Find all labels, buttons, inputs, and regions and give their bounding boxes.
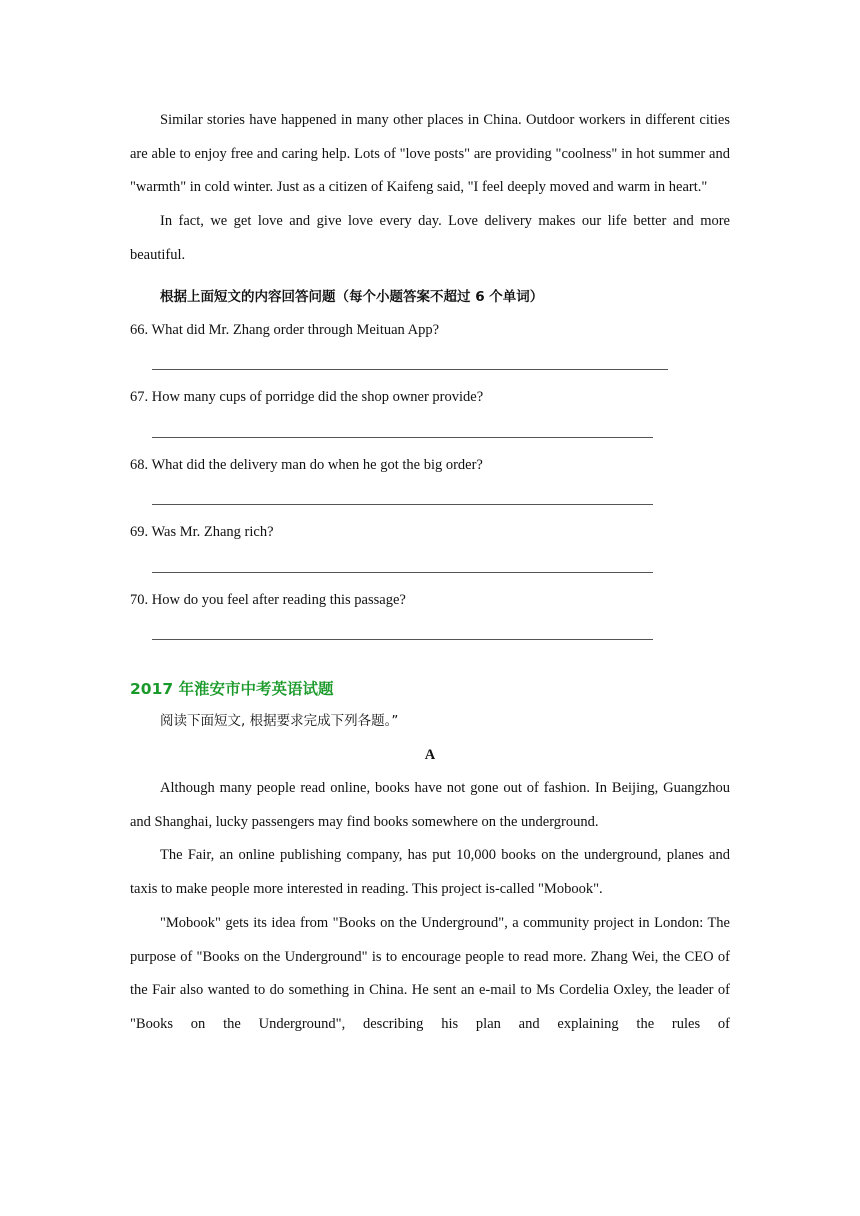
passage-a-paragraph: "Mobook" gets its idea from "Books on the Underground", a community project in London: The purpose of "Books on the Underground" is to encourage people to read more. Zhang Wei, the CEO of the Fair also wanted to do something in China. He sent an e-mail to Ms Cordelia Oxley, the leader of "Books on the Underground", describing his plan and explaining the rules of [130,914,730,1032]
passage-paragraph: In fact, we get love and give love every day. Love delivery makes our life better and more beautiful. [130,213,730,263]
question-69: 69. Was Mr. Zhang rich? [130,524,274,541]
part-label: A [424,747,436,764]
question-70: 70. How do you feel after reading this passage? [130,591,406,608]
passage-a-paragraph: Although many people read online, books have not gone out of fashion. In Beijing, Guangzhou and Shanghai, lucky passengers may find books somewhere on the underground. [130,780,730,830]
question-66: 66. What did Mr. Zhang order through Meituan App? [130,321,440,338]
passage-paragraph: Similar stories have happened in many other places in China. Outdoor workers in different cities are able to enjoy free and caring help. Lots of "love posts" are providing "coolness" in hot summer and "warmth" in cold winter. Just as a citizen of Kaifeng said, "I feel deeply moved and warm in heart." [130,112,730,196]
answer-line-67[interactable] [130,415,730,449]
answer-line-68[interactable] [130,482,730,516]
question-instruction: 根据上面短文的内容回答问题（每个小题答案不超过 6 个单词） [160,288,544,305]
document-page [130,104,730,1042]
passage-a-paragraph: The Fair, an online publishing company, has put 10,000 books on the underground, planes and taxis to make people more interested in reading. This project is-called "Mobook". [130,847,730,898]
question-68: 68. What did the delivery man do when he got the big order? [130,456,483,473]
answer-line-69[interactable] [130,550,730,584]
question-67: 67. How many cups of porridge did the shop owner provide? [130,389,484,406]
answer-line-70[interactable] [130,617,730,651]
answer-line-66[interactable] [130,347,730,381]
section-instruction: 阅读下面短文, 根据要求完成下列各题。” [160,713,399,730]
section-title: 2017 年淮安市中考英语试题 [130,680,334,699]
